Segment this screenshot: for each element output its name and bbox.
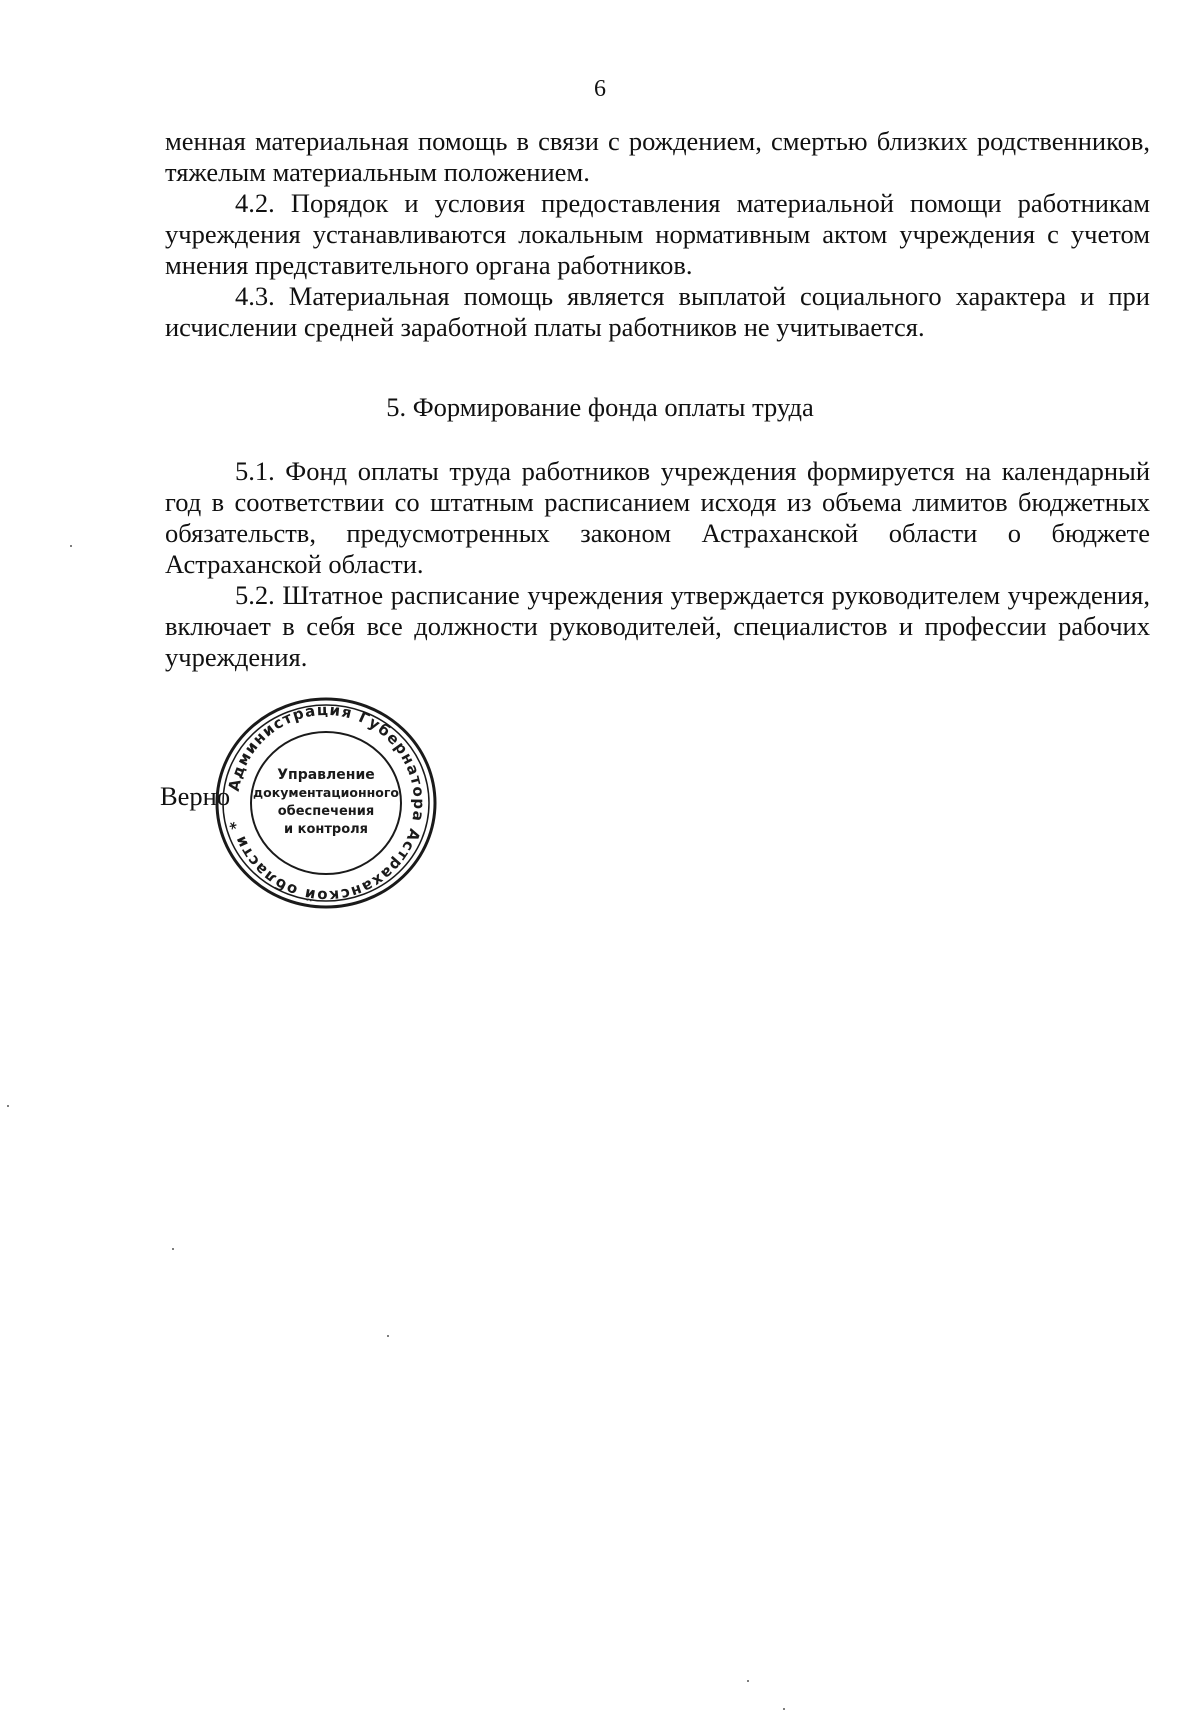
scan-speck <box>387 1335 389 1337</box>
scan-speck <box>747 1680 749 1682</box>
paragraph-4-2: 4.2. Порядок и условия предоставления материальной помощи работникам учреждения устанавливаются локальным нормативным актом учреждения с учетом мнения представительного органа работников. <box>165 188 1150 280</box>
paragraph-4-3: 4.3. Материальная помощь является выплатой социального характера и при исчислении средней заработной платы работников не учитывается. <box>165 281 1150 342</box>
scan-speck <box>7 1105 9 1107</box>
stamp-center-line-3: обеспечения <box>277 804 375 819</box>
section-4-text <box>165 126 1150 343</box>
stamp-center-line-1: Управление <box>277 767 375 783</box>
certification-label: Верно <box>160 781 231 811</box>
section-5-text <box>165 456 1150 673</box>
scan-speck <box>783 1708 785 1710</box>
stamp-center-line-2: документационного <box>253 785 399 800</box>
official-stamp <box>210 693 442 913</box>
paragraph-5-2: 5.2. Штатное расписание учреждения утверждается руководителем учреждения, включает в себя все должности руководителей, специалистов и профессии рабочих учреждения. <box>165 580 1150 672</box>
section-5-heading: 5. Формирование фонда оплаты труда <box>386 392 814 422</box>
paragraph-continuation: менная материальная помощь в связи с рождением, смертью близких родственников, тяжелым материальным положением. <box>165 126 1150 187</box>
stamp-ring-textpath: Администрация Губернатора Астраханской области * <box>224 700 429 906</box>
scan-speck <box>172 1248 174 1250</box>
paragraph-5-1: 5.1. Фонд оплаты труда работников учреждения формируется на календарный год в соответствии со штатным расписанием исходя из объема лимитов бюджетных обязательств, предусмотренных законом Астраханской области о бюджете Астраханской области. <box>165 456 1150 579</box>
scan-speck <box>70 545 72 547</box>
stamp-center-line-4: и контроля <box>283 822 369 837</box>
page-number: 6 <box>594 76 606 102</box>
